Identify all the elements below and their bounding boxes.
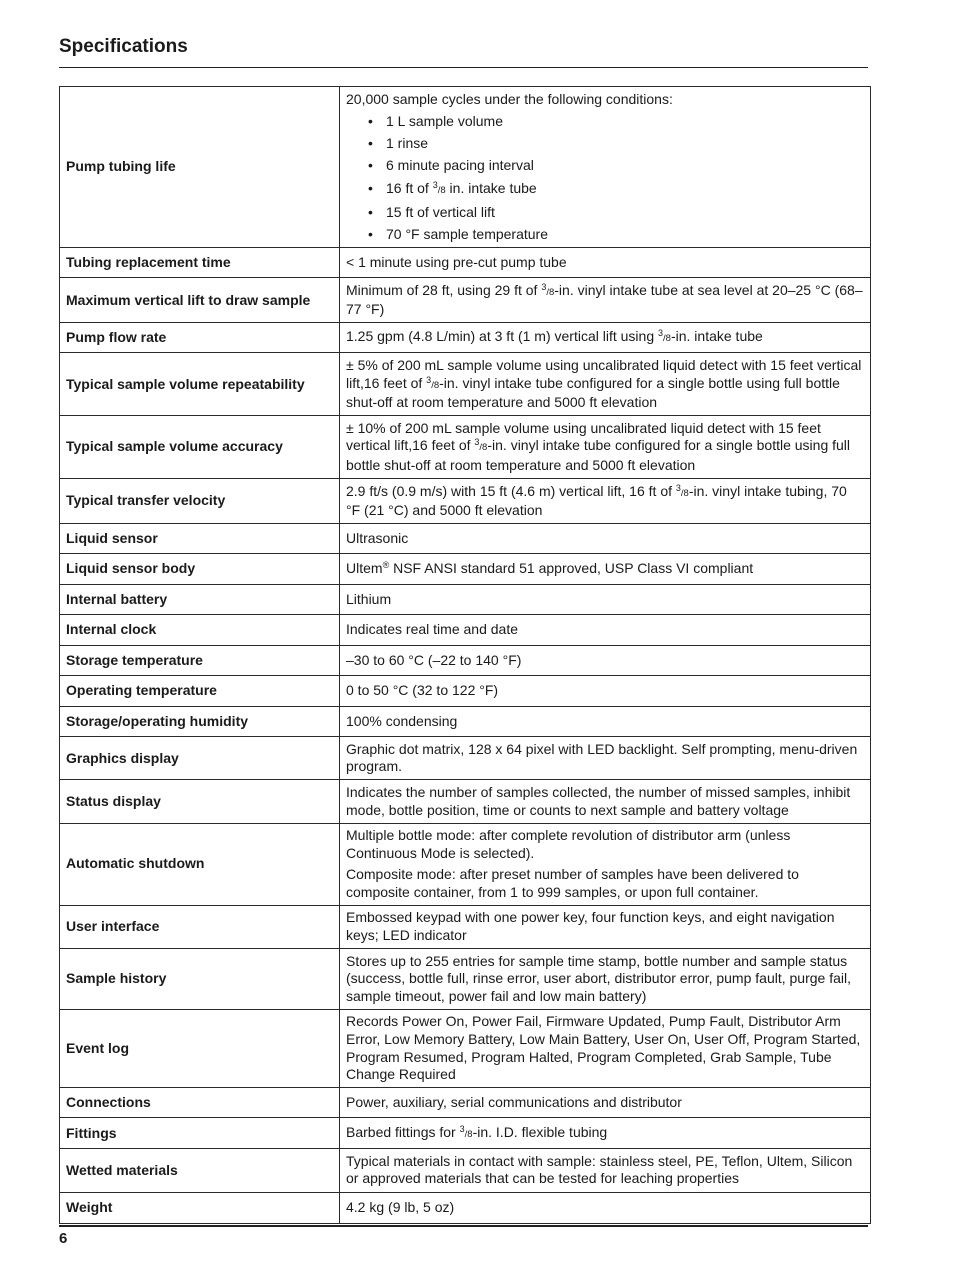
fraction-denominator: /8 — [680, 487, 689, 499]
row-value: Lithium — [340, 585, 871, 615]
list-item: • 1 rinse — [346, 135, 864, 153]
table-row — [60, 949, 871, 1010]
fraction-denominator: /8 — [663, 333, 671, 345]
row-label: Tubing replacement time — [60, 248, 340, 278]
table-row — [60, 646, 871, 676]
row-label: Graphics display — [60, 737, 340, 780]
conditions-list — [346, 113, 864, 244]
value-text: -in. vinyl intake tube at sea level at 20–25 °C (68–77 °F) — [346, 281, 863, 318]
row-value: Stores up to 255 entries for sample time stamp, bottle number and sample status (success, bottle full, rinse error, user abort, distributor error, pump fault, purge fail, sample timeout, power fail and low main battery) — [340, 949, 871, 1010]
table-row — [60, 479, 871, 524]
row-value: Typical materials in contact with sample: stainless steel, PE, Teflon, Ultem, Silicon or approved materials that can be tested for leaching properties — [340, 1149, 871, 1192]
row-label: Liquid sensor body — [60, 554, 340, 585]
list-item: • 6 minute pacing interval — [346, 157, 864, 175]
table-row — [60, 416, 871, 479]
table-row — [60, 278, 871, 323]
value-text: NSF ANSI standard 51 approved, USP Class VI compliant — [389, 560, 754, 577]
table-row — [60, 1088, 871, 1118]
value-text: 2.9 ft/s (0.9 m/s) with 15 ft (4.6 m) vertical lift, 16 ft of — [346, 482, 676, 499]
row-label: Internal clock — [60, 615, 340, 646]
fraction-denominator: /8 — [546, 286, 555, 298]
value-text: -in. vinyl intake tube configured for a single bottle using full bottle shut-off at room temperature and 5000 ft elevation — [346, 374, 840, 411]
fraction-denominator: /8 — [464, 1128, 473, 1140]
row-value — [340, 87, 871, 248]
shutdown-multiple-bottle: Multiple bottle mode: after complete revolution of distributor arm (unless Continuous Mode is selected). — [346, 827, 791, 861]
row-value: 4.2 kg (9 lb, 5 oz) — [340, 1192, 871, 1223]
row-label: Fittings — [60, 1118, 340, 1149]
row-value — [340, 823, 871, 905]
row-value: Embossed keypad with one power key, four function keys, and eight navigation keys; LED indicator — [340, 905, 871, 948]
value-text: -in. I.D. flexible tubing — [472, 1123, 608, 1140]
row-value: 0 to 50 °C (32 to 122 °F) — [340, 676, 871, 707]
row-value — [340, 554, 871, 585]
row-value: Records Power On, Power Fail, Firmware Updated, Pump Fault, Distributor Arm Error, Low Memory Battery, Low Main Battery, User On, User Off, Program Started, Program Resumed, Program Halted, Program Completed, Grab Sample, Tube Change Required — [340, 1009, 871, 1087]
row-label: Sample history — [60, 949, 340, 1010]
page-number: 6 — [59, 1230, 68, 1247]
row-value — [340, 416, 871, 479]
row-label: Typical sample volume accuracy — [60, 416, 340, 479]
row-value: Indicates the number of samples collected, the number of missed samples, inhibit mode, bottle position, time or counts to next sample and battery voltage — [340, 780, 871, 823]
row-value: Power, auxiliary, serial communications and distributor — [340, 1088, 871, 1118]
row-value — [340, 479, 871, 524]
list-item: • 15 ft of vertical lift — [346, 204, 864, 222]
value-text: -in. intake tube — [670, 328, 763, 345]
pump-tubing-intro: 20,000 sample cycles under the following conditions: — [346, 90, 673, 107]
table-row — [60, 737, 871, 780]
row-label: Pump tubing life — [60, 87, 340, 248]
row-value: –30 to 60 °C (–22 to 140 °F) — [340, 646, 871, 676]
table-row — [60, 353, 871, 416]
row-label: Pump flow rate — [60, 323, 340, 353]
value-text: -in. vinyl intake tubing, 70 °F (21 °C) and 5000 ft elevation — [346, 482, 847, 519]
header-divider — [59, 67, 868, 68]
page-title: Specifications — [59, 36, 188, 57]
value-text: Barbed fittings for — [346, 1123, 460, 1140]
fraction-numerator: 3 — [426, 374, 432, 385]
row-label: Liquid sensor — [60, 524, 340, 554]
row-value — [340, 278, 871, 323]
row-value — [340, 1118, 871, 1149]
table-row — [60, 615, 871, 646]
value-text: ± 10% of 200 mL sample volume using uncalibrated liquid detect with 15 feet vertical lift,16 feet of — [346, 419, 821, 454]
fraction-denominator: /8 — [437, 184, 446, 196]
table-row — [60, 554, 871, 585]
table-row — [60, 707, 871, 737]
fraction-numerator: 3 — [459, 1123, 465, 1134]
row-label: Internal battery — [60, 585, 340, 615]
row-value: Ultrasonic — [340, 524, 871, 554]
fraction-denominator: /8 — [431, 379, 440, 391]
table-row — [60, 1192, 871, 1223]
row-value — [340, 353, 871, 416]
table-row — [60, 524, 871, 554]
fraction-numerator: 3 — [432, 179, 438, 190]
row-value: < 1 minute using pre-cut pump tube — [340, 248, 871, 278]
list-item: • 70 °F sample temperature — [346, 226, 864, 244]
row-label: Connections — [60, 1088, 340, 1118]
row-label: Wetted materials — [60, 1149, 340, 1192]
fraction-denominator: /8 — [479, 442, 488, 454]
row-label: Maximum vertical lift to draw sample — [60, 278, 340, 323]
table-row — [60, 1149, 871, 1192]
row-label: Automatic shutdown — [60, 823, 340, 905]
table-row — [60, 248, 871, 278]
fraction-numerator: 3 — [474, 437, 480, 448]
fraction-numerator: 3 — [541, 281, 547, 292]
row-label: Typical transfer velocity — [60, 479, 340, 524]
footer-divider — [59, 1225, 868, 1227]
value-text: 1.25 gpm (4.8 L/min) at 3 ft (1 m) vertical lift using — [346, 328, 659, 345]
table-row — [60, 323, 871, 353]
row-label: Event log — [60, 1009, 340, 1087]
row-label: Weight — [60, 1192, 340, 1223]
fraction-numerator: 3 — [675, 482, 681, 493]
row-label: User interface — [60, 905, 340, 948]
table-row — [60, 87, 871, 248]
value-text: Minimum of 28 ft, using 29 ft of — [346, 281, 542, 298]
table-row — [60, 905, 871, 948]
fraction-numerator: 3 — [658, 328, 664, 339]
row-label: Storage temperature — [60, 646, 340, 676]
row-label: Status display — [60, 780, 340, 823]
row-value — [340, 323, 871, 353]
list-item-tail: in. intake tube — [445, 179, 537, 196]
row-value: 100% condensing — [340, 707, 871, 737]
table-row — [60, 1009, 871, 1087]
row-label: Operating temperature — [60, 676, 340, 707]
list-item — [346, 180, 864, 200]
value-text: Ultem — [346, 560, 383, 577]
table-row — [60, 676, 871, 707]
table-row — [60, 780, 871, 823]
registered-mark: ® — [382, 560, 390, 571]
list-item-text: 16 ft of — [386, 179, 429, 196]
list-item: • 1 L sample volume — [346, 113, 864, 131]
row-label: Typical sample volume repeatability — [60, 353, 340, 416]
table-row — [60, 823, 871, 905]
value-text: -in. vinyl intake tube configured for a single bottle using full bottle shut-off at room temperature and 5000 ft elevation — [346, 437, 851, 473]
table-row — [60, 1118, 871, 1149]
row-value: Graphic dot matrix, 128 x 64 pixel with LED backlight. Self prompting, menu-driven program. — [340, 737, 871, 780]
row-value: Indicates real time and date — [340, 615, 871, 646]
value-text: ± 5% of 200 mL sample volume using uncalibrated liquid detect with 15 feet vertical lift,16 feet of — [346, 356, 862, 391]
table-row — [60, 585, 871, 615]
specifications-table — [59, 86, 871, 1224]
row-label: Storage/operating humidity — [60, 707, 340, 737]
shutdown-composite: Composite mode: after preset number of samples have been delivered to composite container, from 1 to 999 samples, or upon full container. — [346, 866, 799, 900]
